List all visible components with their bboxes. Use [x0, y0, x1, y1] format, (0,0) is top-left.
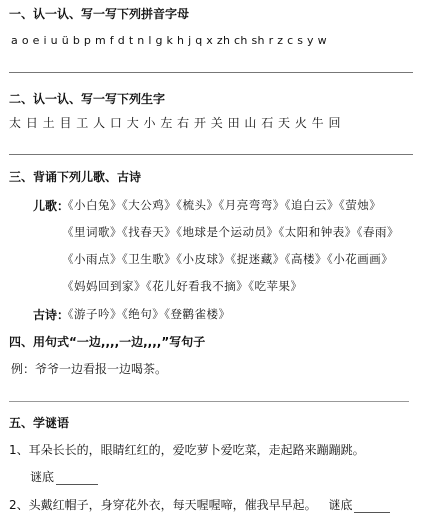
answer-label: 谜底	[328, 498, 353, 512]
characters-list: 太 日 土 目 工 人 口 大 小 左 右 开 关 田 山 石 天 火 牛 回	[9, 116, 341, 130]
children-songs-label: 儿歌：	[33, 199, 70, 213]
riddle-1-answer	[30, 468, 98, 485]
children-songs-line-1: 《小白兔》《大公鸡》《梳头》《月亮弯弯》《追白云》《萤烛》	[62, 198, 382, 212]
divider	[9, 154, 413, 155]
ancient-poems-label: 古诗：	[33, 308, 70, 322]
divider	[9, 401, 409, 402]
section-3-heading: 三、背诵下列儿歌、古诗	[9, 170, 142, 184]
answer-blank[interactable]	[354, 502, 390, 513]
section-4-heading: 四、用句式“一边,,,,一边,,,,”写句子	[9, 335, 206, 349]
children-songs-line-4: 《妈妈回到家》《花儿好看我不摘》《吃苹果》	[62, 279, 303, 293]
riddle-1: 1、耳朵长长的，眼睛红红的，爱吃萝卜爱吃菜，走起路来蹦蹦跳。	[9, 443, 365, 457]
children-songs-line-2: 《里词歌》《找春天》《地球是个运动员》《太阳和钟表》《春雨》	[62, 225, 399, 239]
riddle-2-text: 2、头戴红帽子，身穿花外衣，每天喔喔啼，催我早早起。	[9, 498, 317, 512]
answer-label: 谜底	[30, 470, 55, 484]
divider	[9, 72, 413, 73]
section-2-heading: 二、认一认、写一写下列生字	[9, 92, 166, 106]
children-songs-line-3: 《小雨点》《卫生歌》《小皮球》《捉迷藏》《高楼》《小花画画》	[62, 252, 394, 266]
riddle-2	[9, 496, 390, 513]
section-5-heading: 五、学谜语	[9, 416, 70, 430]
pinyin-letters: a o e i u ü b p m f d t n l g k h j q x zh ch sh r z c s y w	[11, 34, 327, 47]
section-1-heading: 一、认一认、写一写下列拼音字母	[9, 7, 190, 21]
ancient-poems-list: 《游子吟》《绝句》《登鹳雀楼》	[62, 307, 231, 321]
answer-blank[interactable]	[56, 474, 98, 485]
example-sentence: 例：爷爷一边看报一边喝茶。	[11, 362, 168, 376]
